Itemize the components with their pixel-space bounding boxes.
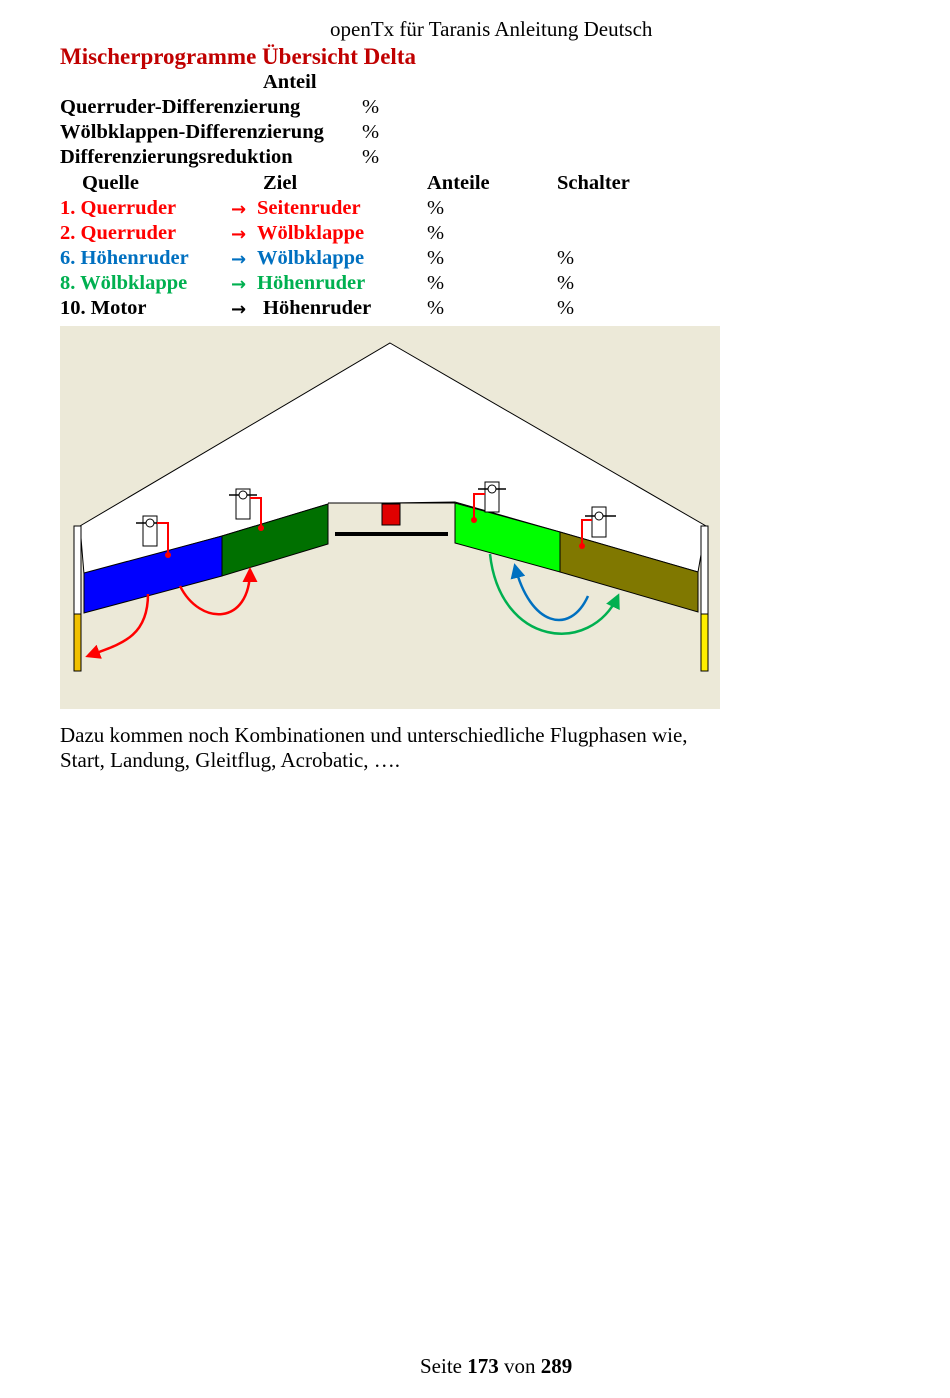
mixer-source-5: 10. Motor [60,297,147,319]
arrow-right-icon: → [231,224,247,245]
setting-value-1: % [362,96,380,118]
mixer-share-3: % [427,247,445,269]
arrow-right-icon: → [231,249,247,270]
mixer-source-2: 2. Querruder [60,222,177,244]
mixer-target-2: Wölbklappe [257,222,365,244]
mixer-switch-5: % [557,297,575,319]
page-footer [420,1354,572,1379]
delta-wing-svg [60,326,720,709]
setting-label-2: Wölbklappen-Differenzierung [60,121,324,143]
setting-label-1: Querruder-Differenzierung [60,96,301,118]
page-header: openTx für Taranis Anleitung Deutsch [330,17,653,41]
col-header-share: Anteile [427,172,490,194]
mixer-share-4: % [427,272,445,294]
mixer-target-4: Höhenruder [257,272,366,294]
mixer-source-4: 8. Wölbklappe [60,272,188,294]
col-header-target: Ziel [263,172,298,194]
setting-value-3: % [362,146,380,168]
mixer-target-3: Wölbklappe [257,247,365,269]
mixer-switch-3: % [557,247,575,269]
anteil-header: Anteil [263,71,317,93]
col-header-switch: Schalter [557,172,630,194]
mixer-source-1: 1. Querruder [60,197,177,219]
setting-label-3: Differenzierungsreduktion [60,146,293,168]
mixer-share-1: % [427,197,445,219]
mixer-target-5: Höhenruder [263,297,372,319]
footer-prefix: Seite [420,1354,468,1378]
mixer-source-3: 6. Höhenruder [60,247,189,269]
footer-middle: von [498,1354,541,1378]
arrow-right-icon: → [231,199,247,220]
arrow-right-icon: → [231,299,247,320]
page-total: 289 [540,1354,573,1378]
paragraph-line-2: Start, Landung, Gleitflug, Acrobatic, …. [60,748,401,772]
mixer-share-5: % [427,297,445,319]
paragraph-line-1: Dazu kommen noch Kombinationen und unterschiedliche Flugphasen wie, [60,723,688,747]
delta-wing-diagram [60,326,720,709]
motor-box [382,504,400,525]
arrow-right-icon: → [231,274,247,295]
mixer-target-1: Seitenruder [257,197,361,219]
col-header-source: Quelle [82,172,139,194]
mixer-switch-4: % [557,272,575,294]
page-number: 173 [467,1354,499,1378]
mixer-share-2: % [427,222,445,244]
setting-value-2: % [362,121,380,143]
page-title: Mischerprogramme Übersicht Delta [60,44,416,69]
